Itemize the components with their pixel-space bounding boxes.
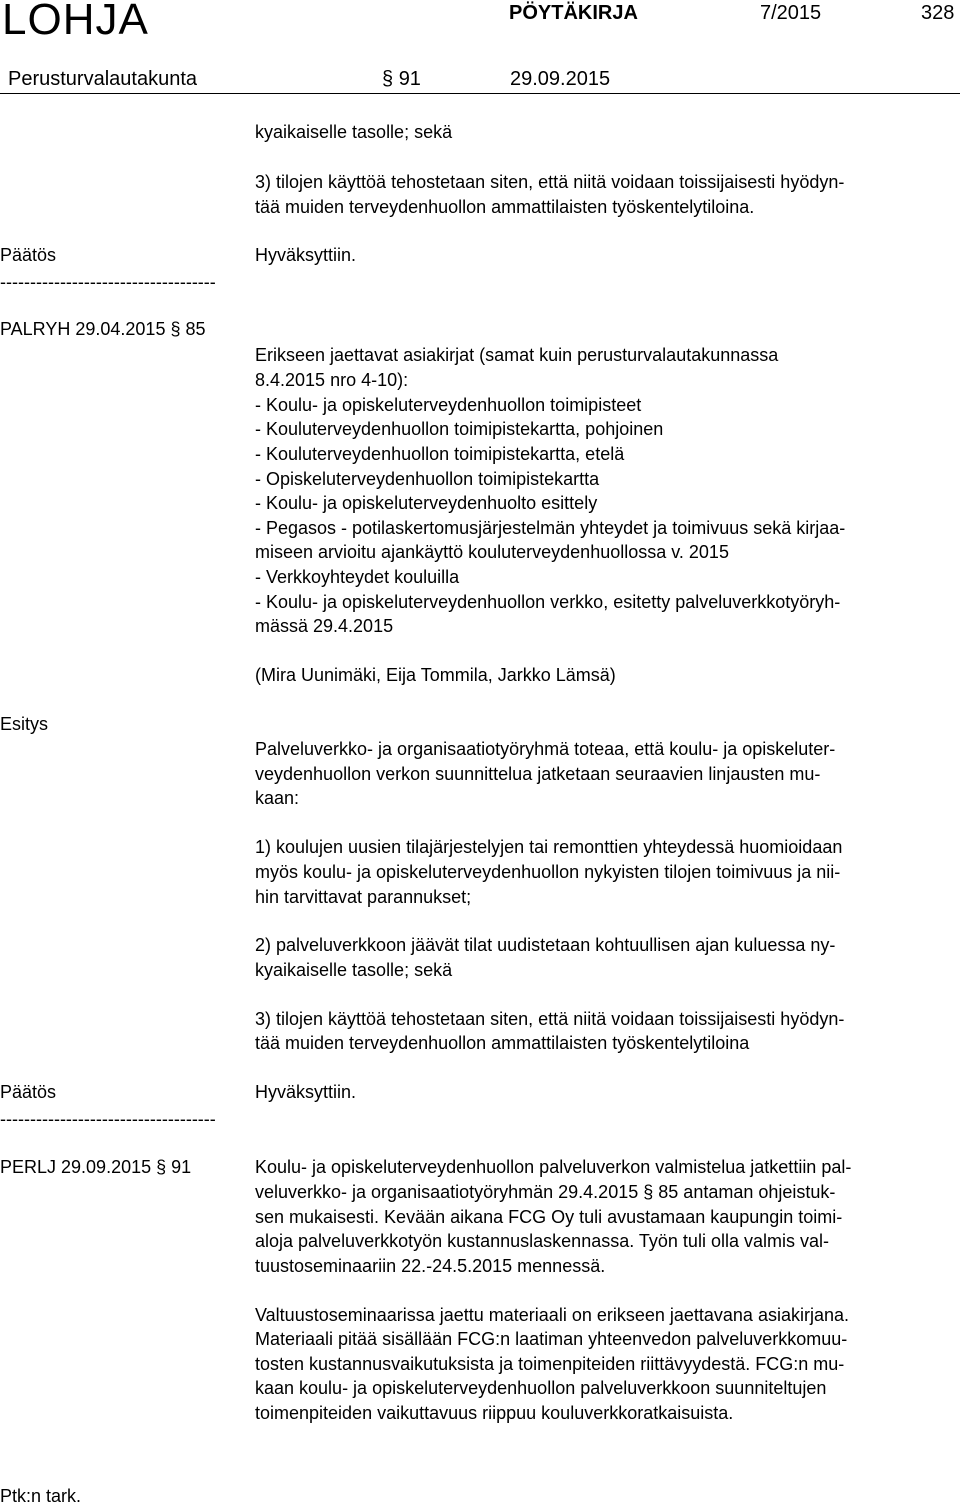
palryh-line: mässä 29.4.2015 bbox=[255, 616, 394, 636]
esitys-line: 1) koulujen uusien tilajärjestelyjen tai remonttien yhteydessä huomioidaan bbox=[255, 837, 843, 857]
esitys-line: myös koulu- ja opiskeluterveydenhuollon nykyisten tilojen toimivuus ja nii- bbox=[255, 862, 841, 882]
perlj-section-number: 91 bbox=[171, 1157, 192, 1177]
esitys-line: kyaikaiselle tasolle; sekä bbox=[255, 960, 453, 980]
body-line: 3) tilojen käyttöä tehostetaan siten, että niitä voidaan toissijaisesti hyödyn- bbox=[255, 172, 845, 192]
palryh-line: - Koulu- ja opiskeluterveydenhuollon toimipisteet bbox=[255, 395, 642, 415]
esitys-line: kaan: bbox=[255, 788, 300, 808]
header-section-number: 91 bbox=[398, 68, 421, 90]
perlj-line-part: veluverkko- ja organisaatiotyöryhmän 29.4.2015 bbox=[255, 1182, 639, 1202]
palryh-line: - Verkkoyhteydet kouluilla bbox=[255, 567, 460, 587]
palryh-authors: (Mira Uunimäki, Eija Tommila, Jarkko Lämsä) bbox=[255, 665, 616, 685]
section-sign: § bbox=[170, 319, 181, 339]
palryh-line: - Opiskeluterveydenhuollon toimipistekartta bbox=[255, 469, 600, 489]
decision-label: Päätös bbox=[0, 245, 57, 265]
city-logo: LOHJA bbox=[2, 0, 149, 44]
palryh-section-number: 85 bbox=[185, 319, 206, 339]
perlj-line: aloja palveluverkkotyön kustannuslaskennassa. Työn tuli olla valmis val- bbox=[255, 1231, 829, 1251]
separator-line: ------------------------------------ bbox=[0, 1109, 216, 1129]
meeting-date: 29.09.2015 bbox=[510, 68, 611, 90]
palryh-line: - Kouluterveydenhuollon toimipistekartta, pohjoinen bbox=[255, 419, 664, 439]
perlj-line: sen mukaisesti. Kevään aikana FCG Oy tuli avustamaan kaupungin toimi- bbox=[255, 1207, 843, 1227]
esitys-line: veydenhuollon verkon suunnittelua jatketaan seuraavien linjausten mu- bbox=[255, 764, 821, 784]
esitys-line: 3) tilojen käyttöä tehostetaan siten, että niitä voidaan toissijaisesti hyödyn- bbox=[255, 1009, 845, 1029]
body-line: kyaikaiselle tasolle; sekä bbox=[255, 122, 453, 142]
separator-line: ------------------------------------ bbox=[0, 272, 216, 292]
section-sign: § bbox=[643, 1182, 654, 1202]
document-type: PÖYTÄKIRJA bbox=[509, 2, 638, 24]
palryh-label: PALRYH 29.04.2015 bbox=[0, 319, 166, 339]
document-number: 7/2015 bbox=[760, 2, 822, 24]
palryh-line: Erikseen jaettavat asiakirjat (samat kuin perusturvalautakunnassa bbox=[255, 345, 779, 365]
perlj-label: PERLJ 29.09.2015 bbox=[0, 1157, 152, 1177]
palryh-line: - Pegasos - potilaskertomusjärjestelmän yhteydet ja toimivuus sekä kirjaa- bbox=[255, 518, 846, 538]
esitys-line: tää muiden terveydenhuollon ammattilaisten työskentelytiloina bbox=[255, 1033, 750, 1053]
palryh-line: - Kouluterveydenhuollon toimipistekartta, etelä bbox=[255, 444, 625, 464]
perlj-line: tosten kustannusvaikutuksista ja toimenpiteiden riittävyydestä. FCG:n mu- bbox=[255, 1354, 845, 1374]
perlj-line bbox=[255, 1180, 835, 1205]
decision-text: Hyväksyttiin. bbox=[255, 1082, 357, 1102]
section-sign: § bbox=[382, 68, 394, 90]
perlj-line: tuustoseminaariin 22.-24.5.2015 mennessä. bbox=[255, 1256, 606, 1276]
perlj-heading bbox=[0, 1155, 191, 1180]
decision-label: Päätös bbox=[0, 1082, 57, 1102]
palryh-line: - Koulu- ja opiskeluterveydenhuollon verkko, esitetty palveluverkkotyöryh- bbox=[255, 592, 841, 612]
header-rule bbox=[0, 93, 960, 94]
palryh-line: 8.4.2015 nro 4-10): bbox=[255, 370, 409, 390]
header-section bbox=[382, 66, 421, 92]
esitys-line: hin tarvittavat parannukset; bbox=[255, 887, 472, 907]
esitys-line: 2) palveluverkkoon jäävät tilat uudistetaan kohtuullisen ajan kuluessa ny- bbox=[255, 935, 836, 955]
perlj-line: Koulu- ja opiskeluterveydenhuollon palveluverkon valmistelua jatkettiin pal- bbox=[255, 1157, 852, 1177]
palryh-line: - Koulu- ja opiskeluterveydenhuolto esittely bbox=[255, 493, 598, 513]
perlj-line: Valtuustoseminaarissa jaettu materiaali on erikseen jaettavana asiakirjana. bbox=[255, 1305, 849, 1325]
perlj-line-part: 85 antaman ohjeistuk- bbox=[658, 1182, 836, 1202]
section-sign: § bbox=[156, 1157, 167, 1177]
footer-checked-note: Ptk:n tark. bbox=[0, 1486, 82, 1506]
palryh-line: miseen arvioitu ajankäyttö kouluterveydenhuollossa v. 2015 bbox=[255, 542, 729, 562]
esitys-line: Palveluverkko- ja organisaatiotyöryhmä toteaa, että koulu- ja opiskeluter- bbox=[255, 739, 836, 759]
perlj-line: toimenpiteiden vaikuttavuus riippuu kouluverkkoratkaisuista. bbox=[255, 1403, 734, 1423]
page-number: 328 bbox=[921, 2, 955, 24]
esitys-label: Esitys bbox=[0, 714, 49, 734]
palryh-heading bbox=[0, 317, 206, 342]
body-line: tää muiden terveydenhuollon ammattilaisten työskentelytiloina. bbox=[255, 197, 755, 217]
perlj-line: kaan koulu- ja opiskeluterveydenhuollon palveluverkkoon suunniteltujen bbox=[255, 1378, 827, 1398]
committee-name: Perusturvalautakunta bbox=[8, 68, 198, 90]
perlj-line: Materiaali pitää sisällään FCG:n laatiman yhteenvedon palveluverkkomuu- bbox=[255, 1329, 848, 1349]
decision-text: Hyväksyttiin. bbox=[255, 245, 357, 265]
